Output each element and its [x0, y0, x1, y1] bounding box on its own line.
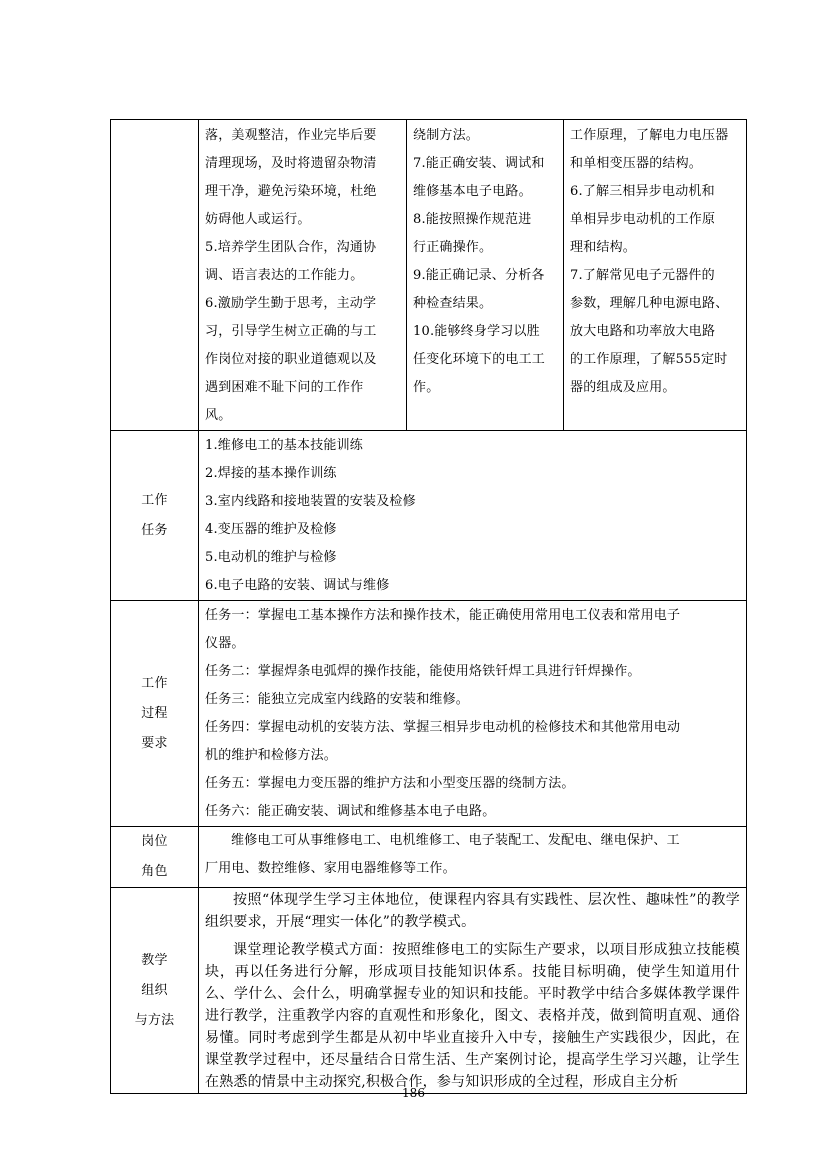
knowledge-line: 7.了解常见电子元器件的	[570, 268, 715, 283]
quality-line: 习，引导学生树立正确的与工	[205, 324, 377, 339]
skill-line: 维修基本电子电路。	[413, 184, 532, 199]
skill-line: 9.能正确记录、分析各	[413, 268, 545, 283]
quality-objectives-cell	[199, 120, 407, 431]
knowledge-line: 器的组成及应用。	[570, 380, 676, 395]
knowledge-line: 6.了解三相异步电动机和	[570, 184, 715, 199]
row-work-tasks	[111, 431, 747, 601]
teaching-label: 教学 组织 与方法	[111, 888, 199, 1094]
process-line: 任务二：掌握焊条电弧焊的操作技能，能使用烙铁钎焊工具进行钎焊操作。	[205, 664, 641, 679]
task-item: 2.焊接的基本操作训练	[205, 466, 337, 481]
quality-line: 落，美观整洁，作业完毕后要	[205, 128, 377, 143]
task-item: 1.维修电工的基本技能训练	[205, 438, 364, 453]
work-tasks-label: 工作 任务	[111, 431, 199, 601]
knowledge-line: 的工作原理，了解555定时	[570, 352, 728, 367]
knowledge-line: 理和结构。	[570, 240, 637, 255]
quality-line: 调、语言表达的工作能力。	[205, 268, 364, 283]
skill-line: 作。	[413, 380, 440, 395]
knowledge-line: 参数，理解几种电源电路、	[570, 296, 729, 311]
row-teaching-organization	[111, 888, 747, 1094]
quality-line: 风。	[205, 408, 232, 423]
skill-line: 任变化环境下的电工工	[413, 352, 546, 367]
process-line: 任务四：掌握电动机的安装方法、掌握三相异步电动机的检修技术和其他常用电动	[205, 720, 681, 735]
page-number: 186	[402, 1086, 425, 1100]
course-table	[110, 119, 747, 1094]
skill-line: 种检查结果。	[413, 296, 493, 311]
teaching-paragraph: 按照“体现学生学习主体地位，使课程内容具有实践性、层次性、趣味性”的教学组织要求，开展“理实一体化”的教学模式。	[205, 892, 740, 930]
quality-line: 妨碍他人或运行。	[205, 212, 311, 227]
roles-line: 厂用电、数控维修、家用电器维修等工作。	[205, 861, 456, 876]
process-line: 任务一：掌握电工基本操作方法和操作技术，能正确使用常用电工仪表和常用电子	[205, 608, 681, 623]
empty-label-cell	[111, 120, 199, 431]
task-item: 4.变压器的维护及检修	[205, 522, 337, 537]
skill-line: 8.能按照操作规范进	[413, 212, 532, 227]
knowledge-line: 单相异步电动机的工作原	[570, 212, 716, 227]
knowledge-line: 和单相变压器的结构。	[570, 156, 703, 171]
skill-line: 7.能正确安装、调试和	[413, 156, 545, 171]
work-process-label: 工作 过程 要求	[111, 601, 199, 827]
process-line: 任务三：能独立完成室内线路的安装和维修。	[205, 692, 470, 707]
task-item: 3.室内线路和接地装置的安装及检修	[205, 494, 416, 509]
quality-line: 5.培养学生团队合作，沟通协	[205, 240, 377, 255]
row-work-process	[111, 601, 747, 827]
skill-line: 行正确操作。	[413, 240, 493, 255]
task-item: 6.电子电路的安装、调试与维修	[205, 578, 390, 593]
work-process-content	[199, 601, 747, 827]
teaching-paragraph: 课堂理论教学模式方面：按照维修电工的实际生产要求，以项目形成独立技能模块，再以任务进行分解，形成项目技能知识体系。技能目标明确，使学生知道用什么、学什么、会什么，明确掌握专业的知识和技能。平时教学中结合多媒体教学课件进行教学，注重教学内容的直观性和形象化，图文、表格并茂，做到简明直观、通俗易懂。同时考虑到学生都是从初中毕业直接升入中专，接触生产实践很少，因此，在课堂教学过程中，还尽量结合日常生活、生产案例讨论，提高学生学习兴趣，让学生在熟悉的情景中主动探究,积极合作，参与知识形成的全过程，形成自主分析	[205, 942, 740, 1090]
quality-line: 作岗位对接的职业道德观以及	[205, 352, 377, 367]
quality-line: 6.激励学生勤于思考，主动学	[205, 296, 377, 311]
job-roles-content	[199, 827, 747, 888]
row-job-roles	[111, 827, 747, 888]
teaching-content	[199, 888, 747, 1094]
skill-line: 10.能够终身学习以胜	[413, 324, 540, 339]
knowledge-line: 工作原理，了解电力电压器	[570, 128, 729, 143]
process-line: 任务六：能正确安装、调试和维修基本电子电路。	[205, 804, 496, 819]
row-objectives-continued	[111, 120, 747, 431]
job-roles-label: 岗位 角色	[111, 827, 199, 888]
skill-line: 绕制方法。	[413, 128, 480, 143]
quality-line: 遇到困难不耻下问的工作作	[205, 380, 364, 395]
roles-line: 维修电工可从事维修电工、电机维修工、电子装配工、发配电、继电保护、工	[231, 833, 680, 848]
knowledge-line: 放大电路和功率放大电路	[570, 324, 716, 339]
process-line: 任务五：掌握电力变压器的维护方法和小型变压器的绕制方法。	[205, 776, 575, 791]
knowledge-objectives-cell	[564, 120, 747, 431]
work-tasks-content	[199, 431, 747, 601]
process-line: 仪器。	[205, 636, 245, 651]
task-item: 5.电动机的维护与检修	[205, 550, 337, 565]
quality-line: 清理现场，及时将遗留杂物清	[205, 156, 377, 171]
process-line: 机的维护和检修方法。	[205, 748, 338, 763]
quality-line: 理干净，避免污染环境，杜绝	[205, 184, 377, 199]
skill-objectives-cell	[407, 120, 564, 431]
